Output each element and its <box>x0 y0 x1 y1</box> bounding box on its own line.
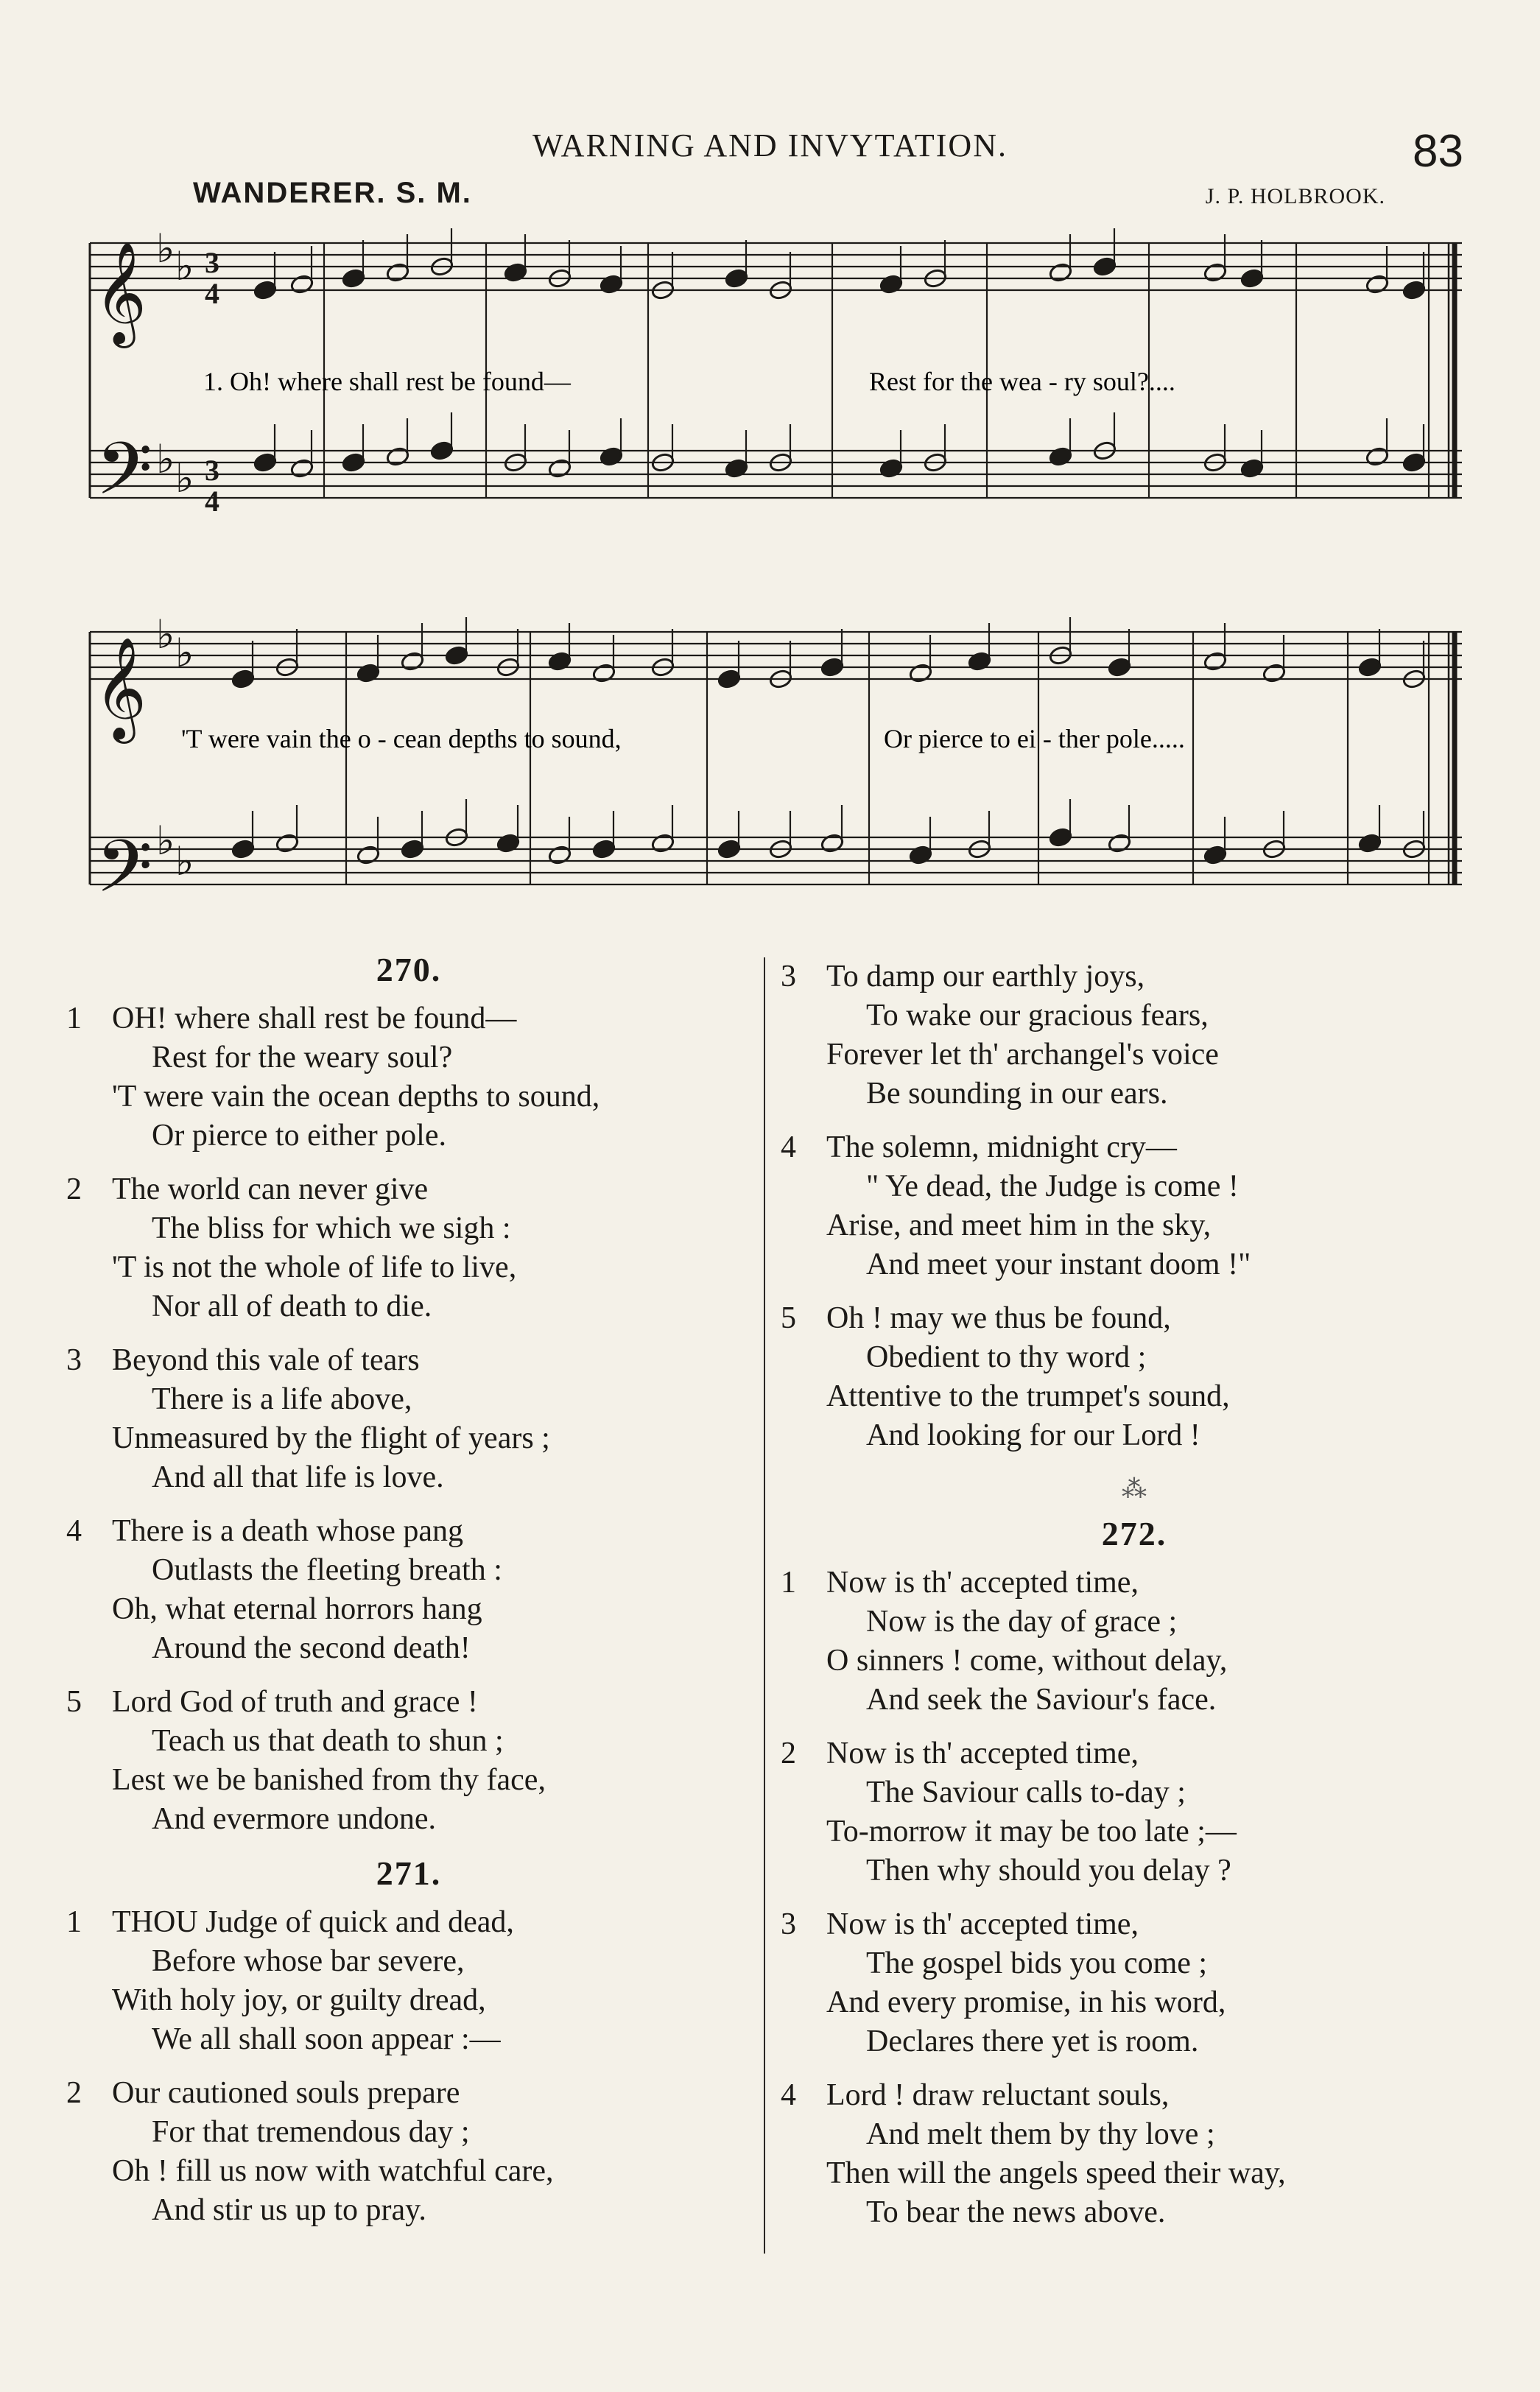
verse-text: To damp our earthly joys, <box>826 960 1145 993</box>
stanza-number: 4 <box>66 1514 82 1548</box>
verse-line <box>781 2193 1488 2232</box>
verse-text: Our cautioned souls prepare <box>112 2076 460 2110</box>
verse-text: To bear the news above. <box>866 2195 1166 2229</box>
note-head <box>289 274 314 295</box>
verse-text: 'T is not the whole of life to live, <box>112 1250 517 1284</box>
verse-text: We all shall soon appear :— <box>152 2022 501 2056</box>
note-head <box>1402 452 1426 473</box>
note-head <box>724 268 748 289</box>
verse-text: There is a death whose pang <box>112 1514 463 1548</box>
verse-text: Or pierce to either pole. <box>152 1119 446 1153</box>
composer-name: J. P. HOLBROOK. <box>1205 184 1385 208</box>
hymn-271 <box>66 1854 751 2230</box>
note-head <box>231 839 255 859</box>
verse-line <box>781 2154 1488 2193</box>
note-head <box>1048 827 1072 848</box>
verse-text: Then why should you delay ? <box>866 1854 1231 1888</box>
note-head <box>879 458 903 479</box>
stanza-number: 2 <box>781 1737 796 1770</box>
verse-line <box>66 1287 751 1326</box>
verse-text: Now is th' accepted time, <box>826 1566 1139 1600</box>
note-head <box>1048 262 1072 283</box>
note-head <box>444 645 468 666</box>
verse-line <box>66 1942 751 1981</box>
verse-line <box>66 1800 751 1839</box>
note-head <box>1048 446 1072 467</box>
note-head <box>820 657 844 678</box>
note-head <box>547 458 572 479</box>
stanza-number: 1 <box>781 1566 796 1600</box>
verse-line <box>781 2076 1488 2115</box>
verse-text: With holy joy, or guilty dread, <box>112 1983 486 2017</box>
verse-line <box>66 1341 751 1380</box>
music-score <box>0 0 1540 935</box>
svg-text:♭: ♭ <box>175 840 194 884</box>
stanza <box>781 957 1488 1114</box>
stanza <box>66 1683 751 1839</box>
hymn-272 <box>781 1514 1488 2232</box>
verse-text: Forever let th' archangel's voice <box>826 1038 1219 1072</box>
lyric-line-2b: Or pierce to ei - ther pole..... <box>884 724 1185 753</box>
verse-text: The gospel bids you come ; <box>866 1946 1208 1980</box>
svg-text:♭: ♭ <box>156 613 175 657</box>
verse-line <box>66 1248 751 1287</box>
verse-line <box>66 2113 751 2152</box>
verse-text: Oh ! may we thus be found, <box>826 1301 1171 1335</box>
verse-text: THOU Judge of quick and dead, <box>112 1905 514 1939</box>
verse-line <box>781 1074 1488 1114</box>
verse-text: And every promise, in his word, <box>826 1985 1226 2019</box>
verse-text: The solemn, midnight cry— <box>826 1130 1177 1164</box>
stanza <box>66 2074 751 2230</box>
verse-text: Now is the day of grace ; <box>866 1605 1178 1639</box>
bass-clef-icon: 𝄢 <box>96 827 153 925</box>
verse-line <box>781 1416 1488 1455</box>
note-head <box>253 452 277 473</box>
hymn-270 <box>66 950 751 1839</box>
verse-text: Then will the angels speed their way, <box>826 2156 1286 2190</box>
verse-line <box>66 1551 751 1590</box>
verse-line <box>781 1035 1488 1074</box>
verse-text: And looking for our Lord ! <box>866 1418 1200 1452</box>
verse-text: Obedient to thy word ; <box>866 1340 1147 1374</box>
verse-text: Nor all of death to die. <box>152 1290 432 1323</box>
verse-text: Lord ! draw reluctant souls, <box>826 2078 1170 2112</box>
note-head <box>503 262 527 283</box>
verse-line <box>66 1209 751 1248</box>
note-head <box>385 446 409 467</box>
note-head <box>1262 663 1286 683</box>
note-head <box>1107 657 1131 678</box>
verse-line <box>781 1603 1488 1642</box>
stanza <box>781 1905 1488 2061</box>
bass-clef-icon: 𝄢 <box>96 429 153 527</box>
verse-line <box>781 1299 1488 1338</box>
svg-text:♭: ♭ <box>175 245 194 289</box>
verse-line <box>66 1761 751 1800</box>
stanza <box>781 1128 1488 1284</box>
note-head <box>908 845 932 865</box>
stanza-number: 3 <box>781 960 796 993</box>
verse-text: Oh ! fill us now with watchful care, <box>112 2154 554 2188</box>
note-head <box>385 262 409 283</box>
verse-line <box>781 1773 1488 1812</box>
hymn-number: 272. <box>1101 1515 1167 1552</box>
verse-text: To-morrow it may be too late ;— <box>826 1815 1237 1848</box>
svg-text:3: 3 <box>205 246 219 279</box>
stanza <box>781 2076 1488 2232</box>
stanza-number: 4 <box>781 1130 796 1164</box>
verse-text: Be sounding in our ears. <box>866 1077 1168 1111</box>
svg-text:3: 3 <box>205 454 219 487</box>
verse-line <box>66 1629 751 1668</box>
note-head <box>253 280 277 300</box>
stanza-number: 2 <box>66 2076 82 2110</box>
stanza-number: 2 <box>66 1172 82 1206</box>
hymn-column-left <box>66 943 751 2245</box>
verse-text: There is a life above, <box>152 1382 412 1416</box>
svg-text:♭: ♭ <box>175 631 194 675</box>
lyric-line-2a: 'T were vain the o - cean depths to sound, <box>181 724 622 753</box>
hymn-number: 270. <box>376 951 442 988</box>
svg-text:4: 4 <box>205 485 219 518</box>
verse-line <box>781 1944 1488 1983</box>
verse-text: Unmeasured by the flight of years ; <box>112 1421 550 1455</box>
note-head <box>908 663 932 683</box>
verse-text: Attentive to the trumpet's sound, <box>826 1379 1230 1413</box>
note-head <box>341 268 365 289</box>
note-head <box>1240 268 1264 289</box>
verse-line <box>66 1683 751 1722</box>
verse-line <box>66 1458 751 1497</box>
verse-text: O sinners ! come, without delay, <box>826 1644 1228 1678</box>
note-head <box>231 669 255 689</box>
note-head <box>400 839 424 859</box>
verse-line <box>781 1206 1488 1245</box>
verse-line <box>781 1245 1488 1284</box>
verse-text: Lest we be banished from thy face, <box>112 1763 546 1797</box>
svg-text:4: 4 <box>205 277 219 310</box>
note-head <box>1203 262 1227 283</box>
verse-text: 'T were vain the ocean depths to sound, <box>112 1080 600 1114</box>
verse-line <box>66 2020 751 2059</box>
stanza <box>781 1563 1488 1720</box>
note-head <box>967 651 991 672</box>
verse-line <box>781 2022 1488 2061</box>
verse-line <box>66 1116 751 1155</box>
verse-line <box>781 996 1488 1035</box>
note-head <box>591 839 616 859</box>
verse-line <box>66 1419 751 1458</box>
verse-line <box>781 1563 1488 1603</box>
verse-text: And melt them by thy love ; <box>866 2117 1215 2151</box>
note-head <box>400 651 424 672</box>
note-head <box>1357 833 1382 854</box>
verse-line <box>781 1983 1488 2022</box>
tune-title: WANDERER. S. M. <box>193 177 472 209</box>
verse-text: And seek the Saviour's face. <box>866 1683 1217 1717</box>
verse-line <box>781 1338 1488 1377</box>
stanza-number: 3 <box>66 1343 82 1377</box>
note-head <box>650 833 675 854</box>
verse-line <box>66 1590 751 1629</box>
note-head <box>341 452 365 473</box>
key-signatures <box>156 227 194 884</box>
verse-line <box>66 1170 751 1209</box>
treble-clef-icon: 𝄞 <box>94 244 147 342</box>
note-head <box>496 833 520 854</box>
stanza-number: 1 <box>66 1905 82 1939</box>
note-head <box>289 458 314 479</box>
verse-line <box>66 2191 751 2230</box>
stanza <box>66 1341 751 1497</box>
stanza <box>66 1903 751 2059</box>
verse-text: Around the second death! <box>152 1631 471 1665</box>
note-head <box>1357 657 1382 678</box>
verse-line <box>781 2115 1488 2154</box>
verse-line <box>781 1642 1488 1681</box>
note-head <box>1365 274 1389 295</box>
note-head <box>1402 280 1426 300</box>
verse-text: Lord God of truth and grace ! <box>112 1685 478 1719</box>
note-head <box>599 274 623 295</box>
hymn-column-right <box>781 943 1488 2247</box>
clefs-and-keys <box>94 243 152 925</box>
stanza <box>66 1512 751 1668</box>
verse-line <box>66 1903 751 1942</box>
verse-text: Rest for the weary soul? <box>152 1041 453 1074</box>
verse-text: Declares there yet is room. <box>866 2025 1199 2058</box>
note-head <box>599 446 623 467</box>
verse-text: And all that life is love. <box>152 1460 444 1494</box>
verse-text: Now is th' accepted time, <box>826 1737 1139 1770</box>
verse-text: Teach us that death to shun ; <box>152 1724 504 1758</box>
running-title: WARNING AND INVYTATION. <box>532 127 1008 163</box>
verse-line <box>66 1038 751 1077</box>
note-head <box>429 440 454 461</box>
hymn-number: 271. <box>376 1854 442 1892</box>
verse-line <box>781 1128 1488 1167</box>
verse-text: Before whose bar severe, <box>152 1944 465 1978</box>
verse-text: To wake our gracious fears, <box>866 999 1209 1033</box>
svg-text:♭: ♭ <box>175 457 194 501</box>
verse-line <box>66 999 751 1038</box>
verse-text: For that tremendous day ; <box>152 2115 470 2149</box>
verse-line <box>781 1167 1488 1206</box>
verse-line <box>66 1981 751 2020</box>
verse-text: The world can never give <box>112 1172 429 1206</box>
note-head <box>547 651 572 672</box>
page-number: 83 <box>1413 126 1463 177</box>
verse-text: The Saviour calls to-day ; <box>866 1776 1186 1809</box>
verse-text: Oh, what eternal horrors hang <box>112 1592 482 1626</box>
svg-text:♭: ♭ <box>156 437 175 482</box>
verse-text: And meet your instant doom !" <box>866 1248 1251 1281</box>
verse-text: The bliss for which we sigh : <box>152 1211 511 1245</box>
note-head <box>1365 446 1389 467</box>
verse-line <box>781 1377 1488 1416</box>
note-head <box>1107 833 1131 854</box>
note-head <box>1203 845 1227 865</box>
verse-line <box>781 1734 1488 1773</box>
svg-text:♭: ♭ <box>156 227 175 271</box>
note-head <box>591 663 616 683</box>
note-head <box>1203 651 1227 672</box>
verse-text: Arise, and meet him in the sky, <box>826 1209 1212 1242</box>
stanza-number: 3 <box>781 1907 796 1941</box>
verse-text: And evermore undone. <box>152 1802 437 1836</box>
verse-text: Beyond this vale of tears <box>112 1343 420 1377</box>
verse-line <box>66 2152 751 2191</box>
lyric-line-1b: Rest for the wea - ry soul?.... <box>869 367 1175 396</box>
ornament-divider: ⁂ <box>1122 1476 1147 1503</box>
verse-line <box>66 1512 751 1551</box>
stanza <box>66 999 751 1155</box>
verse-line <box>66 1380 751 1419</box>
treble-clef-icon: 𝄞 <box>94 639 147 737</box>
note-head <box>356 663 380 683</box>
stanza <box>781 1734 1488 1890</box>
stanza-number: 4 <box>781 2078 796 2112</box>
verse-text: Now is th' accepted time, <box>826 1907 1139 1941</box>
stanza-number: 5 <box>781 1301 796 1335</box>
column-divider <box>764 957 765 2254</box>
stanza-number: 5 <box>66 1685 82 1719</box>
lyric-line-1a: 1. Oh! where shall rest be found— <box>203 367 571 396</box>
verse-line <box>66 1077 751 1116</box>
note-head <box>717 839 741 859</box>
note-head <box>717 669 741 689</box>
hymn-271-continued <box>781 957 1488 1455</box>
verse-text: And stir us up to pray. <box>152 2193 426 2227</box>
verse-line <box>781 957 1488 996</box>
verse-text: Outlasts the fleeting breath : <box>152 1553 502 1587</box>
note-head <box>879 274 903 295</box>
note-head <box>1240 458 1264 479</box>
verse-line <box>66 1722 751 1761</box>
verse-text: " Ye dead, the Judge is come ! <box>866 1169 1239 1203</box>
stanza <box>781 1299 1488 1455</box>
note-head <box>547 845 572 865</box>
verse-line <box>781 1851 1488 1890</box>
verse-text: OH! where shall rest be found— <box>112 1002 517 1035</box>
note-head <box>275 833 299 854</box>
svg-text:♭: ♭ <box>156 819 175 863</box>
verse-line <box>781 1905 1488 1944</box>
verse-line <box>781 1812 1488 1851</box>
note-head <box>356 845 380 865</box>
note-head <box>724 458 748 479</box>
stanza-number: 1 <box>66 1002 82 1035</box>
note-head <box>1092 256 1117 277</box>
verse-line <box>66 2074 751 2113</box>
stanza <box>66 1170 751 1326</box>
verse-line <box>781 1681 1488 1720</box>
note-head <box>820 833 844 854</box>
